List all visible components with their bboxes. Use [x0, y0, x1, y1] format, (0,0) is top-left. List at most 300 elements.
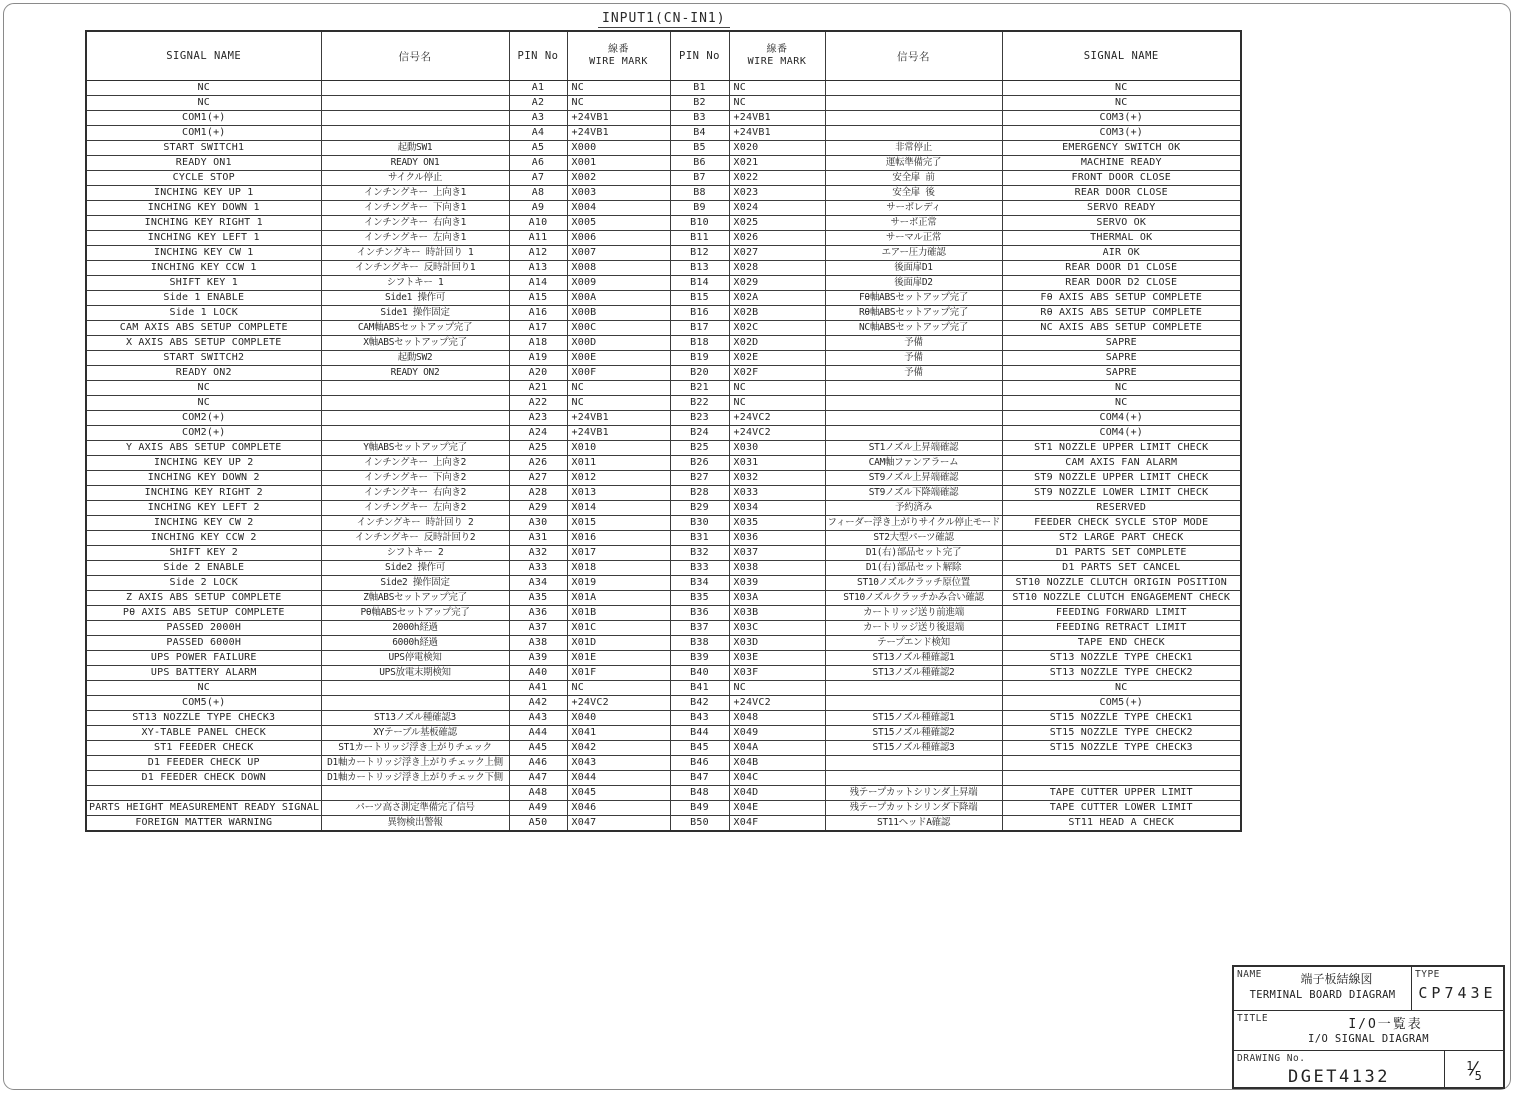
cell-pin-b: B22 [670, 396, 729, 411]
cell-wire-mark-b: X025 [729, 216, 825, 231]
cell-wire-mark-b: X03C [729, 621, 825, 636]
cell-wire-mark-b: X023 [729, 186, 825, 201]
table-row [86, 471, 1241, 486]
cell-signal-name-left: ST1 FEEDER CHECK [86, 741, 321, 756]
cell-wire-mark-b: NC [729, 681, 825, 696]
cell-wire-mark-a: X00D [567, 336, 670, 351]
table-row [86, 141, 1241, 156]
cell-pin-b: B1 [670, 81, 729, 96]
cell-signal-name-right: REAR DOOR D1 CLOSE [1002, 261, 1241, 276]
cell-signal-jp-left: インチングキー 上向き1 [321, 186, 509, 201]
cell-pin-b: B37 [670, 621, 729, 636]
cell-wire-mark-b: X03A [729, 591, 825, 606]
cell-pin-a: A8 [509, 186, 567, 201]
cell-wire-mark-b: X037 [729, 546, 825, 561]
cell-signal-name-left: UPS BATTERY ALARM [86, 666, 321, 681]
table-row [86, 456, 1241, 471]
table-row [86, 651, 1241, 666]
cell-signal-jp-right: 予備 [825, 336, 1002, 351]
cell-pin-b: B10 [670, 216, 729, 231]
cell-signal-jp-right [825, 771, 1002, 786]
cell-wire-mark-a: X042 [567, 741, 670, 756]
cell-signal-name-right: SERVO READY [1002, 201, 1241, 216]
table-row [86, 426, 1241, 441]
cell-signal-jp-left: インチングキー 下向き1 [321, 201, 509, 216]
cell-wire-mark-b: X02A [729, 291, 825, 306]
table-row [86, 756, 1241, 771]
cell-signal-name-right: Rθ AXIS ABS SETUP COMPLETE [1002, 306, 1241, 321]
cell-signal-name-right: SAPRE [1002, 366, 1241, 381]
cell-signal-name-right: COM4(+) [1002, 411, 1241, 426]
table-row [86, 816, 1241, 832]
cell-signal-jp-left: 2000h経過 [321, 621, 509, 636]
wire-mark-label-en: WIRE MARK [589, 56, 648, 67]
cell-signal-jp-left [321, 111, 509, 126]
cell-signal-jp-left: D1軸カートリッジ浮き上がりチェック上側 [321, 756, 509, 771]
cell-pin-a: A13 [509, 261, 567, 276]
cell-signal-name-right: COM3(+) [1002, 111, 1241, 126]
cell-signal-name-right: ST2 LARGE PART CHECK [1002, 531, 1241, 546]
cell-pin-a: A38 [509, 636, 567, 651]
cell-signal-name-right: TAPE CUTTER LOWER LIMIT [1002, 801, 1241, 816]
drawing-no-label: DRAWING No. [1237, 1053, 1306, 1064]
cell-signal-jp-right: Fθ軸ABSセットアップ完了 [825, 291, 1002, 306]
cell-signal-jp-left [321, 81, 509, 96]
title-block-drawing-cell [1234, 1051, 1445, 1087]
cell-wire-mark-b: NC [729, 396, 825, 411]
cell-signal-name-left: INCHING KEY CW 1 [86, 246, 321, 261]
cell-signal-jp-left [321, 396, 509, 411]
cell-wire-mark-a: X005 [567, 216, 670, 231]
table-row [86, 246, 1241, 261]
cell-signal-jp-right [825, 426, 1002, 441]
cell-signal-name-left: START SWITCH1 [86, 141, 321, 156]
cell-wire-mark-b: X039 [729, 576, 825, 591]
cell-pin-b: B38 [670, 636, 729, 651]
cell-signal-jp-right: 非常停止 [825, 141, 1002, 156]
cell-wire-mark-b: X049 [729, 726, 825, 741]
cell-wire-mark-a: X00A [567, 291, 670, 306]
cell-pin-b: B50 [670, 816, 729, 832]
cell-pin-a: A40 [509, 666, 567, 681]
cell-wire-mark-b: X02D [729, 336, 825, 351]
cell-signal-jp-left: インチングキー 左向き2 [321, 501, 509, 516]
cell-wire-mark-b: X026 [729, 231, 825, 246]
cell-signal-jp-left [321, 696, 509, 711]
cell-signal-jp-right: カートリッジ送り前進端 [825, 606, 1002, 621]
cell-wire-mark-b: X048 [729, 711, 825, 726]
cell-signal-jp-right: ST11ヘッドA確認 [825, 816, 1002, 832]
cell-pin-a: A6 [509, 156, 567, 171]
cell-signal-jp-right [825, 681, 1002, 696]
cell-wire-mark-b: X04D [729, 786, 825, 801]
cell-pin-a: A26 [509, 456, 567, 471]
cell-wire-mark-a: NC [567, 96, 670, 111]
cell-wire-mark-b: X038 [729, 561, 825, 576]
cell-signal-jp-left: インチングキー 時計回り 1 [321, 246, 509, 261]
col-header-pin-a: PIN No [509, 31, 567, 81]
cell-signal-name-left: CYCLE STOP [86, 171, 321, 186]
cell-wire-mark-a: +24VB1 [567, 126, 670, 141]
table-row [86, 156, 1241, 171]
cell-wire-mark-a: X00B [567, 306, 670, 321]
cell-wire-mark-a: X000 [567, 141, 670, 156]
cell-wire-mark-a: X01A [567, 591, 670, 606]
cell-signal-jp-right: 予備 [825, 351, 1002, 366]
cell-pin-a: A18 [509, 336, 567, 351]
cell-signal-name-left: D1 FEEDER CHECK UP [86, 756, 321, 771]
cell-signal-name-right: Fθ AXIS ABS SETUP COMPLETE [1002, 291, 1241, 306]
cell-pin-a: A16 [509, 306, 567, 321]
cell-signal-name-left: PASSED 2000H [86, 621, 321, 636]
cell-signal-jp-left: インチングキー 下向き2 [321, 471, 509, 486]
table-row [86, 501, 1241, 516]
cell-wire-mark-b: X031 [729, 456, 825, 471]
page-numerator: 1 [1466, 1059, 1474, 1073]
cell-wire-mark-a: X013 [567, 486, 670, 501]
cell-pin-a: A20 [509, 366, 567, 381]
connector-title: INPUT1(CN-IN1) [598, 11, 730, 28]
cell-signal-name-left: READY ON1 [86, 156, 321, 171]
table-row [86, 741, 1241, 756]
cell-signal-name-right: D1 PARTS SET CANCEL [1002, 561, 1241, 576]
cell-wire-mark-a: X019 [567, 576, 670, 591]
cell-pin-b: B32 [670, 546, 729, 561]
cell-signal-jp-left: READY ON2 [321, 366, 509, 381]
cell-pin-b: B3 [670, 111, 729, 126]
table-row [86, 381, 1241, 396]
cell-signal-jp-right: 予約済み [825, 501, 1002, 516]
table-row [86, 276, 1241, 291]
cell-signal-name-left: INCHING KEY CCW 2 [86, 531, 321, 546]
page-denominator: 5 [1474, 1069, 1482, 1083]
table-row [86, 591, 1241, 606]
cell-pin-a: A33 [509, 561, 567, 576]
cell-pin-b: B14 [670, 276, 729, 291]
cell-wire-mark-b: X036 [729, 531, 825, 546]
cell-pin-a: A3 [509, 111, 567, 126]
cell-signal-jp-right: サーボ正常 [825, 216, 1002, 231]
cell-wire-mark-a: X014 [567, 501, 670, 516]
cell-signal-jp-left: シフトキー 2 [321, 546, 509, 561]
cell-signal-jp-left: READY ON1 [321, 156, 509, 171]
cell-pin-b: B45 [670, 741, 729, 756]
cell-wire-mark-b: +24VB1 [729, 111, 825, 126]
cell-pin-b: B29 [670, 501, 729, 516]
cell-signal-jp-left [321, 681, 509, 696]
cell-signal-name-left: NC [86, 681, 321, 696]
cell-signal-jp-right: NC軸ABSセットアップ完了 [825, 321, 1002, 336]
cell-wire-mark-b: +24VC2 [729, 411, 825, 426]
cell-pin-b: B31 [670, 531, 729, 546]
cell-signal-name-right: NC [1002, 396, 1241, 411]
cell-signal-name-right: NC [1002, 96, 1241, 111]
cell-wire-mark-a: X001 [567, 156, 670, 171]
cell-pin-a: A2 [509, 96, 567, 111]
cell-pin-b: B19 [670, 351, 729, 366]
cell-signal-jp-left: Z軸ABSセットアップ完了 [321, 591, 509, 606]
cell-signal-jp-left: Side1 操作可 [321, 291, 509, 306]
cell-signal-name-left: XY-TABLE PANEL CHECK [86, 726, 321, 741]
cell-pin-a: A15 [509, 291, 567, 306]
cell-signal-name-left: Y AXIS ABS SETUP COMPLETE [86, 441, 321, 456]
drawing-no-value: DGET4132 [1288, 1067, 1390, 1087]
cell-pin-b: B13 [670, 261, 729, 276]
cell-pin-b: B8 [670, 186, 729, 201]
cell-signal-jp-right: 運転準備完了 [825, 156, 1002, 171]
cell-wire-mark-b: X04B [729, 756, 825, 771]
table-row [86, 396, 1241, 411]
cell-signal-name-left: COM1(+) [86, 126, 321, 141]
cell-wire-mark-b: X03D [729, 636, 825, 651]
cell-wire-mark-b: NC [729, 381, 825, 396]
table-row [86, 171, 1241, 186]
cell-signal-name-right: EMERGENCY SWITCH OK [1002, 141, 1241, 156]
cell-signal-jp-left: インチングキー 時計回り 2 [321, 516, 509, 531]
cell-pin-b: B2 [670, 96, 729, 111]
wire-mark-label-en: WIRE MARK [747, 56, 807, 67]
cell-signal-jp-right: ST10ノズルクラッチ原位置 [825, 576, 1002, 591]
cell-wire-mark-a: +24VB1 [567, 111, 670, 126]
table-row [86, 216, 1241, 231]
cell-signal-name-left: INCHING KEY UP 1 [86, 186, 321, 201]
cell-signal-name-left: PARTS HEIGHT MEASUREMENT READY SIGNAL [86, 801, 321, 816]
cell-wire-mark-a: X01C [567, 621, 670, 636]
cell-signal-name-right: FEEDING FORWARD LIMIT [1002, 606, 1241, 621]
cell-wire-mark-a: NC [567, 396, 670, 411]
cell-signal-name-left: NC [86, 96, 321, 111]
cell-wire-mark-a: X00F [567, 366, 670, 381]
cell-signal-jp-right [825, 396, 1002, 411]
cell-signal-jp-left: D1軸カートリッジ浮き上がりチェック下側 [321, 771, 509, 786]
table-row [86, 546, 1241, 561]
cell-wire-mark-b: X04E [729, 801, 825, 816]
cell-signal-jp-right: サーマル正常 [825, 231, 1002, 246]
cell-wire-mark-a: X008 [567, 261, 670, 276]
cell-pin-a: A1 [509, 81, 567, 96]
cell-wire-mark-a: X010 [567, 441, 670, 456]
table-row [86, 726, 1241, 741]
cell-signal-jp-left: ST13ノズル種確認3 [321, 711, 509, 726]
cell-pin-a: A34 [509, 576, 567, 591]
cell-pin-b: B25 [670, 441, 729, 456]
title-label: TITLE [1237, 1013, 1269, 1024]
cell-pin-a: A4 [509, 126, 567, 141]
col-header-signal-name-left: SIGNAL NAME [86, 31, 321, 81]
title-block-type-cell [1412, 967, 1503, 1011]
cell-signal-name-right: COM5(+) [1002, 696, 1241, 711]
name-value-en: TERMINAL BOARD DIAGRAM [1249, 989, 1396, 1001]
cell-signal-name-left: FOREIGN MATTER WARNING [86, 816, 321, 832]
cell-wire-mark-a: X015 [567, 516, 670, 531]
cell-signal-jp-right [825, 696, 1002, 711]
cell-signal-jp-left: UPS放電末期検知 [321, 666, 509, 681]
table-row [86, 441, 1241, 456]
cell-pin-b: B47 [670, 771, 729, 786]
cell-signal-name-right: SAPRE [1002, 336, 1241, 351]
cell-wire-mark-a: X002 [567, 171, 670, 186]
title-value-en: I/O SIGNAL DIAGRAM [1308, 1033, 1429, 1045]
cell-pin-b: B7 [670, 171, 729, 186]
cell-pin-b: B34 [670, 576, 729, 591]
cell-signal-jp-left: Y軸ABSセットアップ完了 [321, 441, 509, 456]
col-header-signal-jp-right: 信号名 [825, 31, 1002, 81]
table-row [86, 711, 1241, 726]
cell-wire-mark-a: +24VC2 [567, 696, 670, 711]
cell-signal-jp-right: 予備 [825, 366, 1002, 381]
cell-pin-a: A37 [509, 621, 567, 636]
table-row [86, 666, 1241, 681]
cell-pin-b: B36 [670, 606, 729, 621]
cell-signal-name-left: Pθ AXIS ABS SETUP COMPLETE [86, 606, 321, 621]
cell-wire-mark-b: X033 [729, 486, 825, 501]
cell-signal-jp-left [321, 96, 509, 111]
cell-signal-jp-left: UPS停電検知 [321, 651, 509, 666]
table-row [86, 351, 1241, 366]
cell-signal-name-left: NC [86, 381, 321, 396]
cell-pin-a: A27 [509, 471, 567, 486]
cell-pin-a: A31 [509, 531, 567, 546]
table-row [86, 321, 1241, 336]
cell-wire-mark-a: X047 [567, 816, 670, 832]
cell-signal-jp-left: インチングキー 反時計回り2 [321, 531, 509, 546]
cell-signal-jp-left: インチングキー 右向き1 [321, 216, 509, 231]
cell-signal-jp-right: ST9ノズル下降端確認 [825, 486, 1002, 501]
cell-signal-jp-left [321, 381, 509, 396]
cell-pin-a: A47 [509, 771, 567, 786]
cell-wire-mark-a: X012 [567, 471, 670, 486]
cell-signal-name-left: READY ON2 [86, 366, 321, 381]
table-row [86, 681, 1241, 696]
cell-wire-mark-a: X011 [567, 456, 670, 471]
cell-signal-name-left: Side 2 ENABLE [86, 561, 321, 576]
table-row [86, 621, 1241, 636]
cell-pin-a: A28 [509, 486, 567, 501]
cell-wire-mark-b: X022 [729, 171, 825, 186]
cell-signal-jp-left: インチングキー 右向き2 [321, 486, 509, 501]
table-row [86, 531, 1241, 546]
cell-signal-name-left: COM5(+) [86, 696, 321, 711]
cell-signal-name-left: SHIFT KEY 1 [86, 276, 321, 291]
table-row [86, 786, 1241, 801]
cell-wire-mark-a: X041 [567, 726, 670, 741]
cell-wire-mark-a: NC [567, 381, 670, 396]
cell-wire-mark-b: +24VC2 [729, 426, 825, 441]
cell-signal-name-right: ST15 NOZZLE TYPE CHECK1 [1002, 711, 1241, 726]
cell-signal-name-right: FRONT DOOR CLOSE [1002, 171, 1241, 186]
cell-signal-name-left: INCHING KEY LEFT 2 [86, 501, 321, 516]
cell-pin-b: B18 [670, 336, 729, 351]
cell-wire-mark-a: X004 [567, 201, 670, 216]
cell-wire-mark-a: X045 [567, 786, 670, 801]
cell-signal-jp-right: ST15ノズル種確認3 [825, 741, 1002, 756]
cell-signal-name-right: ST9 NOZZLE UPPER LIMIT CHECK [1002, 471, 1241, 486]
cell-signal-jp-right [825, 756, 1002, 771]
table-row [86, 486, 1241, 501]
cell-signal-name-right: NC AXIS ABS SETUP COMPLETE [1002, 321, 1241, 336]
cell-pin-a: A44 [509, 726, 567, 741]
cell-wire-mark-b: X03F [729, 666, 825, 681]
cell-signal-jp-left: X軸ABSセットアップ完了 [321, 336, 509, 351]
table-row [86, 366, 1241, 381]
cell-signal-name-right: THERMAL OK [1002, 231, 1241, 246]
cell-signal-jp-left [321, 411, 509, 426]
col-header-signal-jp-left: 信号名 [321, 31, 509, 81]
cell-signal-name-right: REAR DOOR CLOSE [1002, 186, 1241, 201]
cell-pin-b: B26 [670, 456, 729, 471]
table-row [86, 696, 1241, 711]
wire-mark-label-jp: 線番 [766, 44, 788, 55]
cell-wire-mark-b: X04C [729, 771, 825, 786]
cell-pin-a: A36 [509, 606, 567, 621]
cell-signal-name-right: COM4(+) [1002, 426, 1241, 441]
cell-signal-name-right: ST13 NOZZLE TYPE CHECK1 [1002, 651, 1241, 666]
cell-signal-name-right: NC [1002, 381, 1241, 396]
cell-pin-a: A50 [509, 816, 567, 832]
cell-signal-jp-right: サーボレディ [825, 201, 1002, 216]
cell-signal-jp-right: 後面扉D2 [825, 276, 1002, 291]
cell-signal-name-left: Z AXIS ABS SETUP COMPLETE [86, 591, 321, 606]
cell-pin-b: B20 [670, 366, 729, 381]
cell-signal-name-left: START SWITCH2 [86, 351, 321, 366]
cell-wire-mark-b: +24VC2 [729, 696, 825, 711]
cell-signal-jp-right: ST1ノズル上昇端確認 [825, 441, 1002, 456]
cell-signal-name-right: TAPE CUTTER UPPER LIMIT [1002, 786, 1241, 801]
table-row [86, 306, 1241, 321]
cell-pin-b: B23 [670, 411, 729, 426]
cell-signal-name-left: COM2(+) [86, 426, 321, 441]
cell-signal-jp-right: ST10ノズルクラッチかみ合い確認 [825, 591, 1002, 606]
cell-wire-mark-b: X034 [729, 501, 825, 516]
cell-signal-name-right: ST1 NOZZLE UPPER LIMIT CHECK [1002, 441, 1241, 456]
cell-signal-jp-left: 6000h経過 [321, 636, 509, 651]
cell-signal-name-left: INCHING KEY RIGHT 2 [86, 486, 321, 501]
type-label: TYPE [1415, 969, 1440, 980]
cell-wire-mark-a: X046 [567, 801, 670, 816]
cell-pin-a: A41 [509, 681, 567, 696]
cell-signal-name-right: REAR DOOR D2 CLOSE [1002, 276, 1241, 291]
cell-wire-mark-b: X032 [729, 471, 825, 486]
cell-wire-mark-a: X01F [567, 666, 670, 681]
cell-pin-b: B5 [670, 141, 729, 156]
cell-signal-name-left: NC [86, 81, 321, 96]
cell-signal-name-left: PASSED 6000H [86, 636, 321, 651]
cell-signal-name-left [86, 786, 321, 801]
cell-signal-jp-left: XYテーブル基板確認 [321, 726, 509, 741]
name-label: NAME [1237, 969, 1262, 980]
cell-signal-jp-right [825, 411, 1002, 426]
table-row [86, 411, 1241, 426]
cell-signal-name-left: D1 FEEDER CHECK DOWN [86, 771, 321, 786]
cell-pin-a: A10 [509, 216, 567, 231]
cell-pin-a: A42 [509, 696, 567, 711]
cell-signal-jp-right: 残テープカットシリンダ上昇端 [825, 786, 1002, 801]
cell-signal-name-right [1002, 771, 1241, 786]
cell-wire-mark-a: X01D [567, 636, 670, 651]
cell-wire-mark-a: +24VB1 [567, 411, 670, 426]
cell-pin-b: B35 [670, 591, 729, 606]
cell-signal-jp-left: サイクル停止 [321, 171, 509, 186]
cell-signal-jp-left: 起動SW1 [321, 141, 509, 156]
cell-pin-a: A29 [509, 501, 567, 516]
cell-wire-mark-b: X029 [729, 276, 825, 291]
cell-signal-name-left: INCHING KEY DOWN 1 [86, 201, 321, 216]
cell-wire-mark-b: X024 [729, 201, 825, 216]
cell-wire-mark-b: X02E [729, 351, 825, 366]
cell-signal-name-right: COM3(+) [1002, 126, 1241, 141]
cell-wire-mark-b: X030 [729, 441, 825, 456]
table-row [86, 336, 1241, 351]
